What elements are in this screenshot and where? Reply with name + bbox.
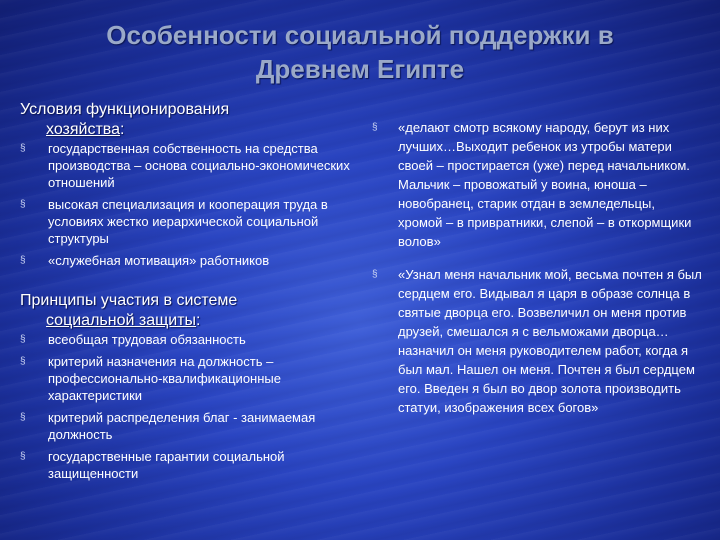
section-heading-suffix: : — [120, 121, 125, 138]
section-heading-principles — [20, 291, 365, 331]
bullet-icon: § — [372, 269, 378, 280]
bullet-icon: § — [372, 122, 378, 133]
slide-title-line1: Особенности социальной поддержки в — [106, 20, 614, 50]
section-conditions — [20, 100, 365, 269]
slide-title-line2: Древнем Египте — [255, 54, 465, 84]
quote-text: «делают смотр всякому народу, берут из них лучших…Выходит ребенок из утробы матери своей – простирается (уже) перед начальником. Мальчик – провожатый у воина, юноша – новобранец, старик отдан в земледельцы, хромой – в привратники, слепой – в откормщики волов» — [398, 120, 692, 249]
quote-text: «Узнал меня начальник мой, весьма почтен я был сердцем его. Видывал я царя в образе солнца в святые дворца его. Возвеличил он меня против друзей, смешался я с вельможами дворца… назначил он меня руководителем работ, когда я был мал. Нашел он меня. Почтен я был сердцем его. Введен я был во двор золота производить статуи, изображения всех богов» — [398, 267, 702, 415]
section-heading-line1: Условия функционирования — [20, 101, 230, 118]
bullet-icon: § — [20, 255, 26, 266]
bullet-icon: § — [20, 334, 26, 345]
principles-list — [20, 331, 365, 482]
section-heading-conditions — [20, 100, 365, 140]
bullet-icon: § — [20, 356, 26, 367]
list-item-text: государственная собственность на средства производства – основа социально-экономических отношений — [48, 141, 350, 190]
list-item — [20, 196, 365, 247]
list-item — [20, 353, 365, 404]
section-heading-line2: социальной защиты — [46, 312, 197, 329]
section-heading-line2: хозяйства — [46, 121, 121, 138]
list-item-text: критерий распределения благ - занимаемая должность — [48, 410, 316, 442]
list-item-text: «служебная мотивация» работников — [48, 253, 270, 268]
list-item — [20, 252, 365, 269]
section-heading-suffix: : — [196, 312, 201, 329]
quote-item — [372, 265, 702, 417]
conditions-list — [20, 140, 365, 269]
section-heading-line1: Принципы участия в системе — [20, 292, 238, 309]
list-item — [20, 409, 365, 443]
slide-title — [40, 18, 680, 86]
section-principles — [20, 291, 365, 482]
right-column — [372, 118, 702, 422]
bullet-icon: § — [20, 143, 26, 154]
list-item-text: государственные гарантии социальной защищенности — [48, 449, 285, 481]
list-item-text: всеобщая трудовая обязанность — [48, 332, 246, 347]
list-item — [20, 331, 365, 348]
quotes-list — [372, 118, 702, 417]
list-item — [20, 140, 365, 191]
bullet-icon: § — [20, 412, 26, 423]
left-column — [20, 100, 365, 487]
list-item — [20, 448, 365, 482]
list-item-text: критерий назначения на должность – профессионально-квалификационные характеристики — [48, 354, 281, 403]
list-item-text: высокая специализация и кооперация труда в условиях жестко иерархической социальной структуры — [48, 197, 328, 246]
bullet-icon: § — [20, 451, 26, 462]
bullet-icon: § — [20, 199, 26, 210]
quote-item — [372, 118, 702, 251]
